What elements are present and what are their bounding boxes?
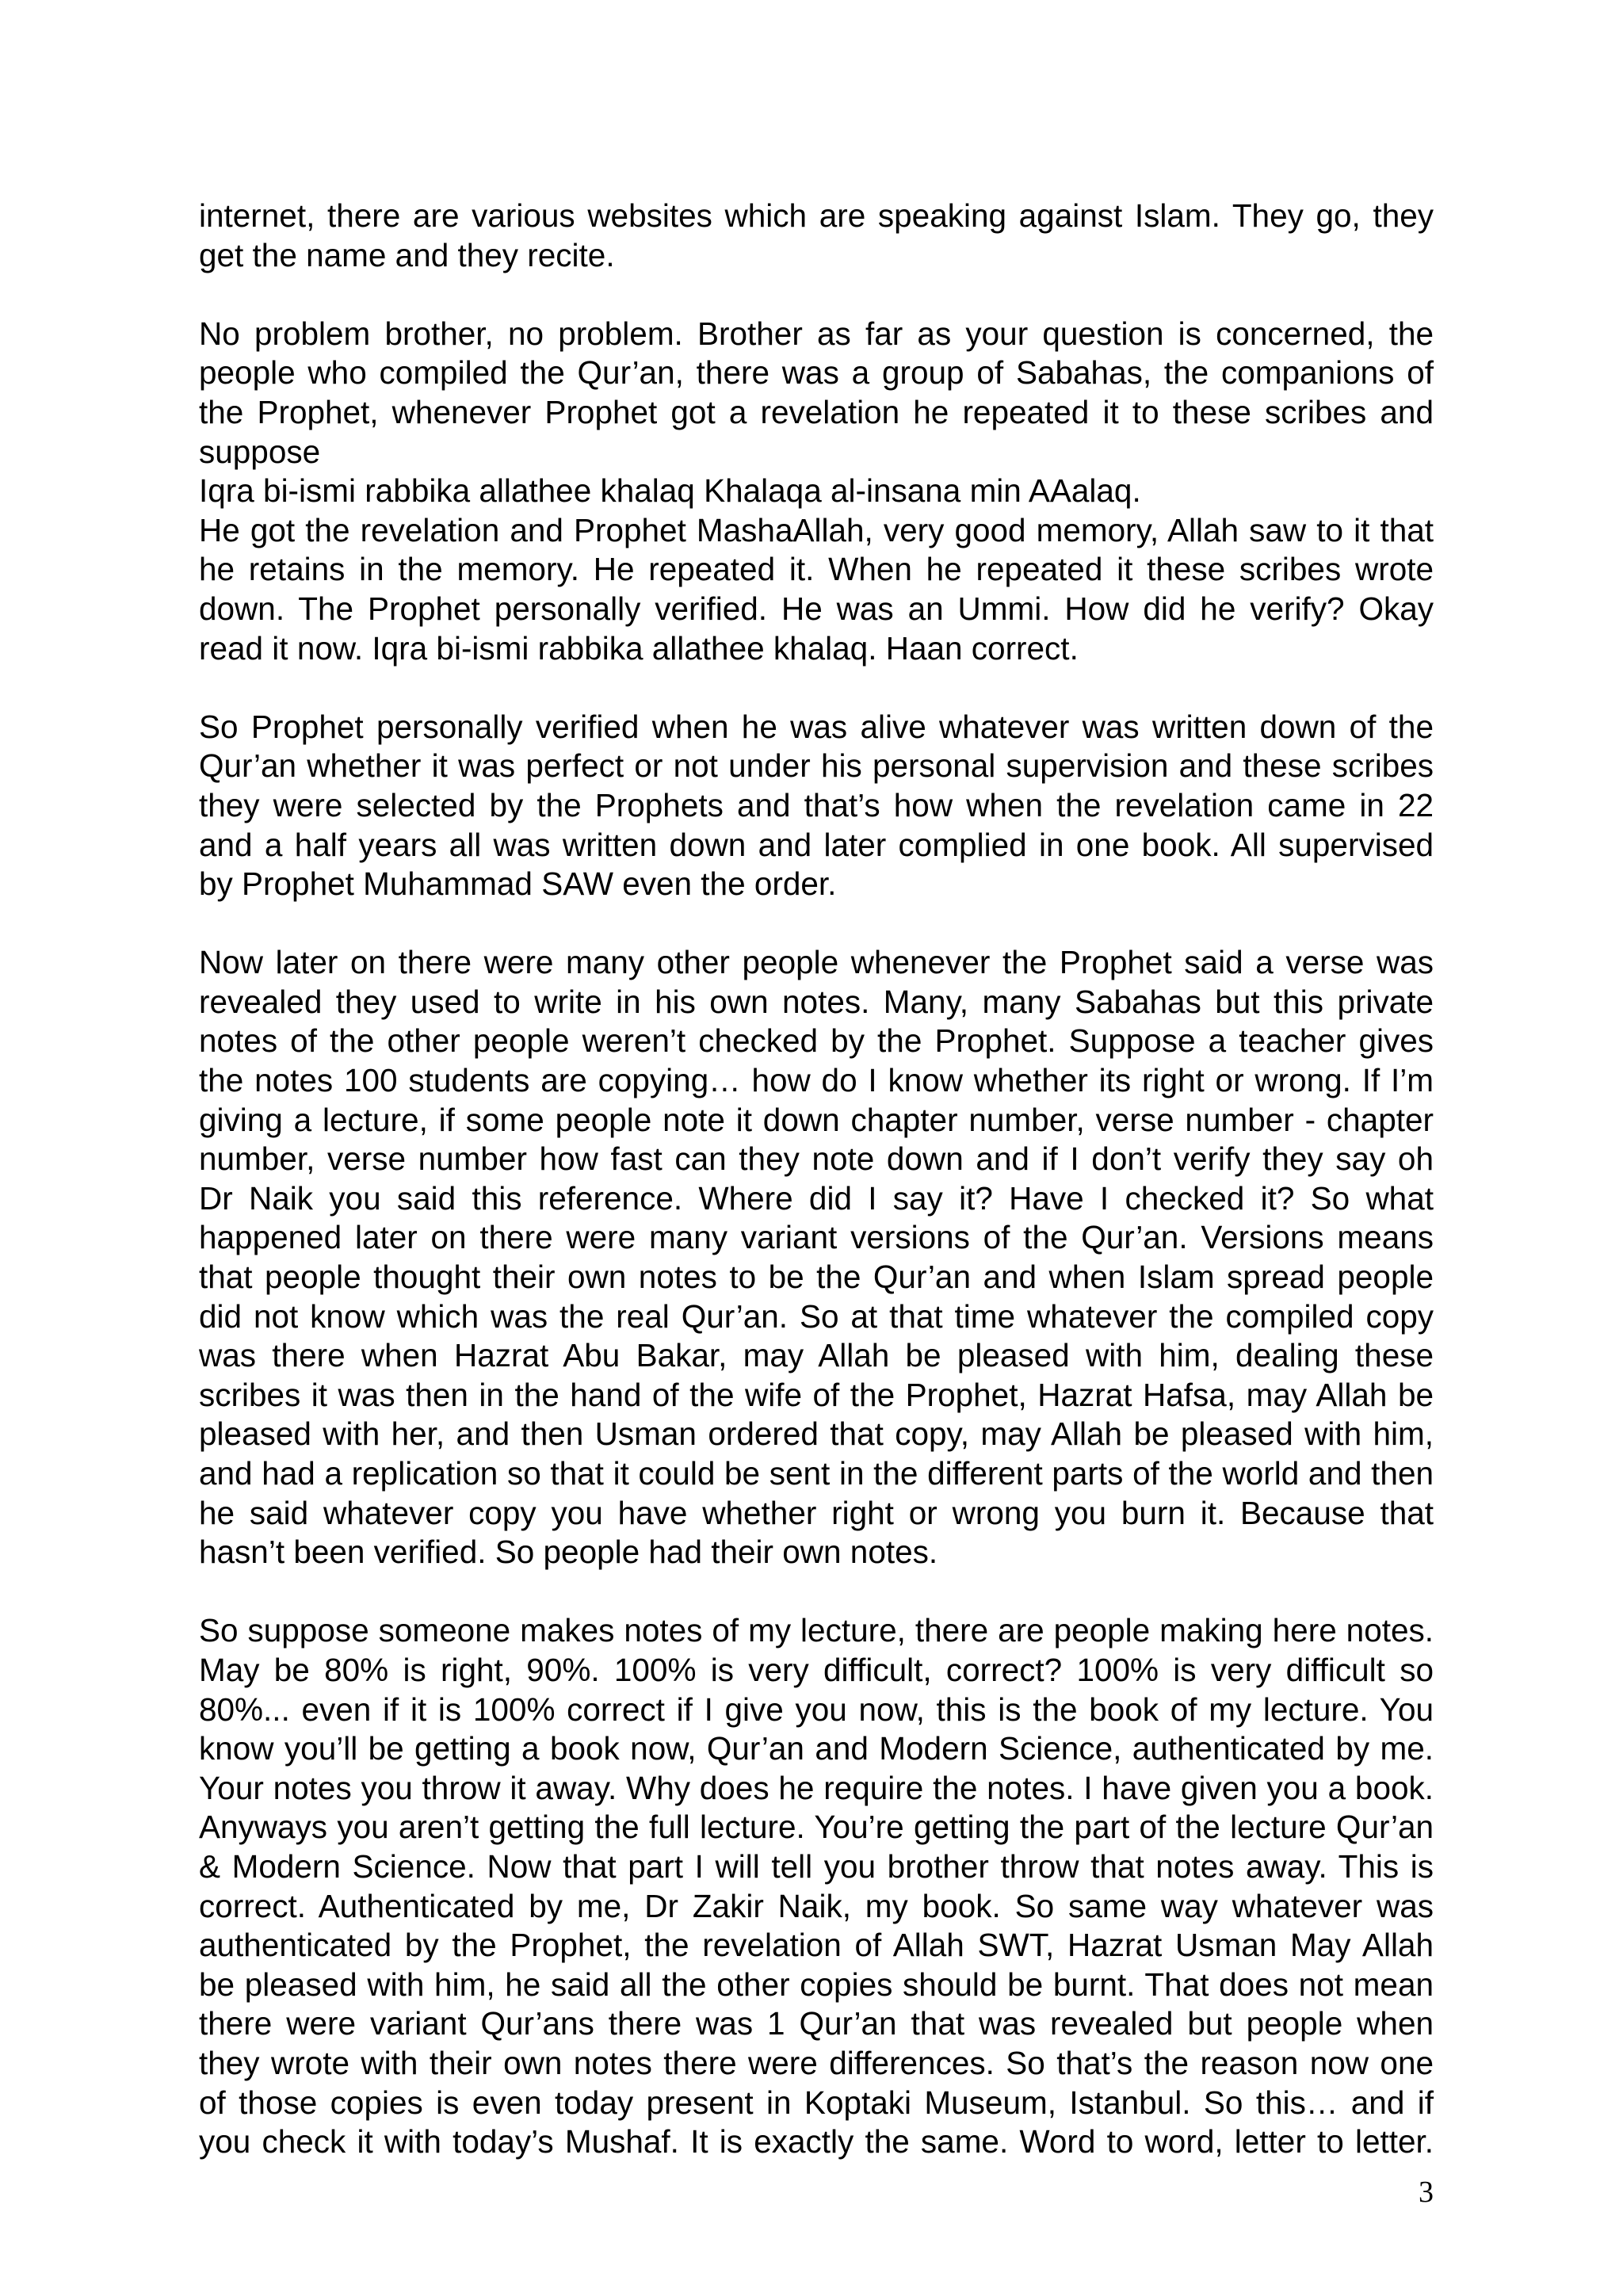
text-line: read it now. Iqra bi-ismi rabbika allathee khalaq. Haan correct. — [199, 629, 1079, 667]
text-line: be pleased with him, he said all the other copies should be burnt. That does not mean — [199, 1966, 1434, 2003]
text-line: he said whatever copy you have whether right or wrong you burn it. Because that — [199, 1494, 1434, 1531]
text-line: they were selected by the Prophets and that’s how when the revelation came in 22 — [199, 786, 1434, 823]
text-line: of those copies is even today present in Koptaki Museum, Istanbul. So this… and if — [199, 2084, 1434, 2121]
text-line: revealed they used to write in his own notes. Many, many Sabahas but this private — [199, 983, 1434, 1020]
document-body — [199, 197, 1434, 2162]
text-line: So suppose someone makes notes of my lecture, there are people making here notes. — [199, 1612, 1434, 1649]
text-line: internet, there are various websites which are speaking against Islam. They go, they — [199, 197, 1434, 234]
text-line: that people thought their own notes to be the Qur’an and when Islam spread people — [199, 1259, 1434, 1296]
text-line: and a half years all was written down and later complied in one book. All supervised — [199, 826, 1434, 863]
text-line: May be 80% is right, 90%. 100% is very difficult, correct? 100% is very difficult so — [199, 1651, 1434, 1688]
text-line: number, verse number how fast can they note down and if I don’t verify they say oh — [199, 1140, 1434, 1178]
page-number: 3 — [1419, 2176, 1434, 2209]
text-line: scribes it was then in the hand of the wife of the Prophet, Hazrat Hafsa, may Allah be — [199, 1376, 1434, 1413]
text-line: Your notes you throw it away. Why does he require the notes. I have given you a book. — [199, 1769, 1434, 1806]
text-line: authenticated by the Prophet, the revelation of Allah SWT, Hazrat Usman May Allah — [199, 1927, 1434, 1964]
text-line: there were variant Qur’ans there was 1 Qur’an that was revealed but people when — [199, 2005, 1434, 2042]
text-line: the Prophet, whenever Prophet got a revelation he repeated it to these scribes and — [199, 393, 1434, 430]
text-line: down. The Prophet personally verified. He was an Ummi. How did he verify? Okay — [199, 590, 1434, 627]
text-line: Dr Naik you said this reference. Where did I say it? Have I checked it? So what — [199, 1179, 1434, 1217]
text-line: So Prophet personally verified when he was alive whatever was written down of the — [199, 708, 1434, 745]
text-line: was there when Hazrat Abu Bakar, may Allah be pleased with him, dealing these — [199, 1337, 1434, 1374]
paragraph — [199, 197, 1434, 275]
text-line: people who compiled the Qur’an, there was a group of Sabahas, the companions of — [199, 354, 1434, 392]
text-line: correct. Authenticated by me, Dr Zakir Naik, my book. So same way whatever was — [199, 1887, 1434, 1924]
text-line: he retains in the memory. He repeated it. When he repeated it these scribes wrote — [199, 551, 1434, 588]
text-line: get the name and they recite. — [199, 236, 615, 273]
text-line: He got the revelation and Prophet MashaAllah, very good memory, Allah saw to it that — [199, 511, 1434, 548]
paragraph — [199, 943, 1434, 1572]
text-line: giving a lecture, if some people note it down chapter number, verse number - chapter — [199, 1101, 1434, 1138]
text-line: pleased with her, and then Usman ordered that copy, may Allah be pleased with him, — [199, 1415, 1434, 1453]
text-line: know you’ll be getting a book now, Qur’an and Modern Science, authenticated by me. — [199, 1730, 1434, 1767]
text-line: by Prophet Muhammad SAW even the order. — [199, 865, 837, 903]
text-line: did not know which was the real Qur’an. So at that time whatever the compiled copy — [199, 1297, 1434, 1335]
paragraph — [199, 315, 1434, 668]
paragraph — [199, 708, 1434, 904]
text-line: and had a replication so that it could be sent in the different parts of the world and then — [199, 1455, 1434, 1492]
text-line: the notes 100 students are copying… how do I know whether its right or wrong. If I’m — [199, 1062, 1434, 1099]
text-line: & Modern Science. Now that part I will tell you brother throw that notes away. This is — [199, 1847, 1434, 1885]
text-line: they wrote with their own notes there were differences. So that’s the reason now one — [199, 2044, 1434, 2081]
paragraph — [199, 1611, 1434, 2161]
text-line: you check it with today’s Mushaf. It is exactly the same. Word to word, letter to letter. — [199, 2123, 1434, 2160]
text-line: No problem brother, no problem. Brother as far as your question is concerned, the — [199, 315, 1434, 352]
text-line: notes of the other people weren’t checked by the Prophet. Suppose a teacher gives — [199, 1022, 1434, 1060]
text-line: hasn’t been verified. So people had their own notes. — [199, 1534, 938, 1571]
text-line: suppose — [199, 433, 321, 470]
text-line: 80%... even if it is 100% correct if I give you now, this is the book of my lecture. You — [199, 1690, 1434, 1728]
text-line: Qur’an whether it was perfect or not under his personal supervision and these scribes — [199, 747, 1434, 785]
text-line: Iqra bi-ismi rabbika allathee khalaq Khalaqa al-insana min AAalaq. — [199, 472, 1141, 510]
text-line: happened later on there were many variant versions of the Qur’an. Versions means — [199, 1219, 1434, 1256]
text-line: Anyways you aren’t getting the full lecture. You’re getting the part of the lecture Qur’an — [199, 1809, 1434, 1846]
text-line: Now later on there were many other people whenever the Prophet said a verse was — [199, 944, 1434, 981]
